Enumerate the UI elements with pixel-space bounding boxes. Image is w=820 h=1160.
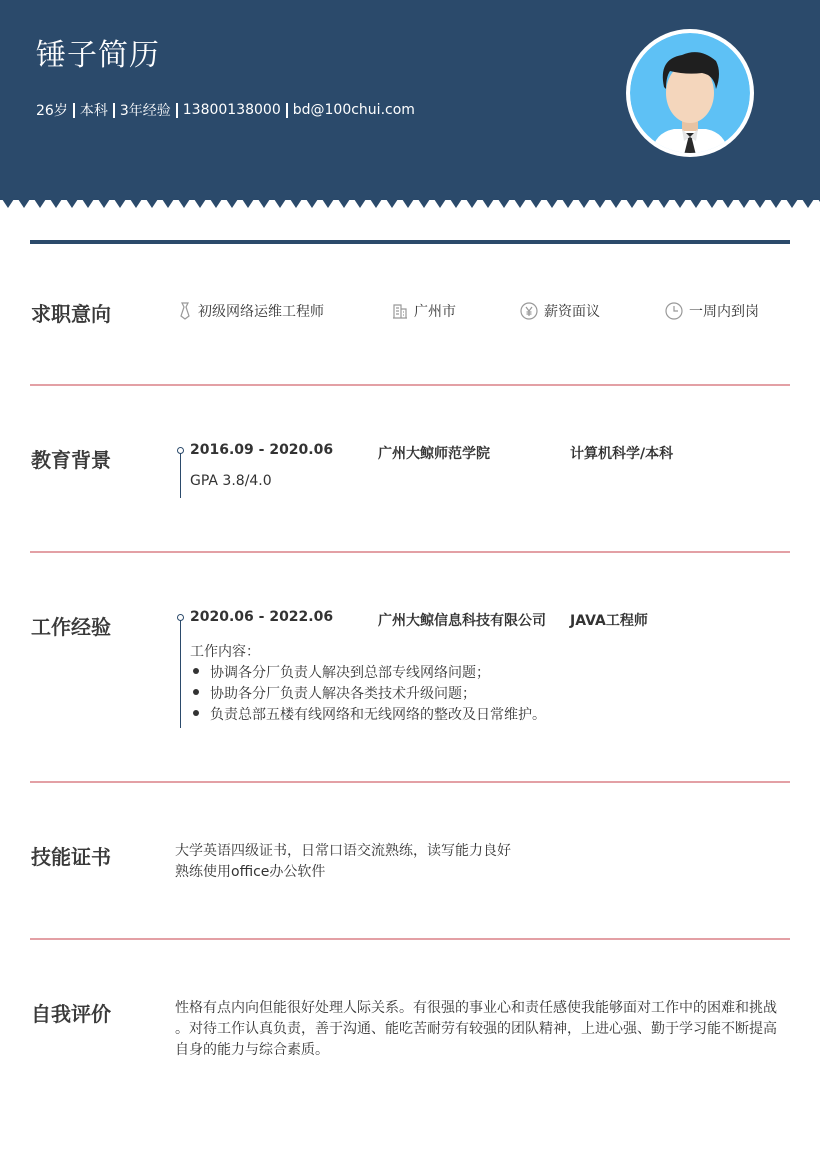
intent-start-label: 一周内到岗 xyxy=(689,304,759,320)
section-title-intent: 求职意向 xyxy=(31,302,111,326)
bullet-dot xyxy=(193,710,199,716)
self-eval-line: 自身的能力与综合素质。 xyxy=(175,1042,329,1058)
info-phone: 13800138000 xyxy=(182,102,281,118)
bullet-dot xyxy=(193,668,199,674)
info-separator xyxy=(286,103,288,118)
bullet-dot xyxy=(193,689,199,695)
intent-position xyxy=(178,301,324,321)
work-duty: 协助各分厂负责人解决各类技术升级问题； xyxy=(210,686,476,702)
work-duty: 负责总部五楼有线网络和无线网络的整改及日常维护。 xyxy=(210,707,546,723)
intent-salary-label: 薪资面议 xyxy=(544,304,600,320)
section-title-self: 自我评价 xyxy=(31,1002,111,1026)
timeline-line xyxy=(180,618,181,728)
work-company: 广州大鲸信息科技有限公司 xyxy=(378,613,546,629)
education-gpa: GPA 3.8/4.0 xyxy=(190,473,272,489)
resume-name: 锤子简历 xyxy=(36,38,160,73)
building-icon xyxy=(392,303,408,319)
education-major: 计算机科学/本科 xyxy=(570,446,674,462)
timeline-dot xyxy=(177,447,184,454)
education-period: 2016.09 - 2020.06 xyxy=(190,442,334,458)
self-eval-line: 。对待工作认真负责，善于沟通、能吃苦耐劳有较强的团队精神，上进心强、勤于学习能不断提高 xyxy=(175,1021,777,1037)
info-separator xyxy=(113,103,115,118)
self-eval-line: 性格有点内向但能很好处理人际关系。有很强的事业心和责任感使我能够面对工作中的困难和挑战 xyxy=(175,1000,777,1016)
yen-icon xyxy=(520,302,538,320)
timeline-dot xyxy=(177,614,184,621)
intent-salary xyxy=(520,301,600,321)
clock-icon xyxy=(665,302,683,320)
info-separator xyxy=(73,103,75,118)
section-title-education: 教育背景 xyxy=(31,448,111,472)
section-divider xyxy=(30,781,790,783)
education-school: 广州大鲸师范学院 xyxy=(378,446,490,462)
work-duty: 协调各分厂负责人解决到总部专线网络问题； xyxy=(210,665,490,681)
section-divider xyxy=(30,551,790,553)
skill-line: 熟练使用office办公软件 xyxy=(175,864,326,880)
intent-position-label: 初级网络运维工程师 xyxy=(198,304,324,320)
intent-start xyxy=(665,301,759,321)
info-experience: 3年经验 xyxy=(119,103,171,119)
avatar xyxy=(626,29,754,157)
info-degree: 本科 xyxy=(79,103,108,119)
timeline-line xyxy=(180,451,181,498)
info-age: 26岁 xyxy=(36,103,68,119)
tie-icon xyxy=(178,302,192,320)
work-position: JAVA工程师 xyxy=(570,613,648,629)
info-email: bd@100chui.com xyxy=(292,102,415,118)
avatar-illustration xyxy=(630,33,750,153)
section-title-work: 工作经验 xyxy=(31,615,111,639)
top-accent-bar xyxy=(30,240,790,244)
header-zigzag-edge xyxy=(0,196,820,210)
work-period: 2020.06 - 2022.06 xyxy=(190,609,334,625)
work-content-label: 工作内容： xyxy=(190,644,260,660)
intent-city-label: 广州市 xyxy=(414,304,456,320)
section-divider xyxy=(30,938,790,940)
section-divider xyxy=(30,384,790,386)
personal-info xyxy=(36,100,415,120)
intent-city xyxy=(392,301,456,321)
skill-line: 大学英语四级证书，日常口语交流熟练，读写能力良好 xyxy=(175,843,511,859)
section-title-skills: 技能证书 xyxy=(31,845,111,869)
info-separator xyxy=(176,103,178,118)
